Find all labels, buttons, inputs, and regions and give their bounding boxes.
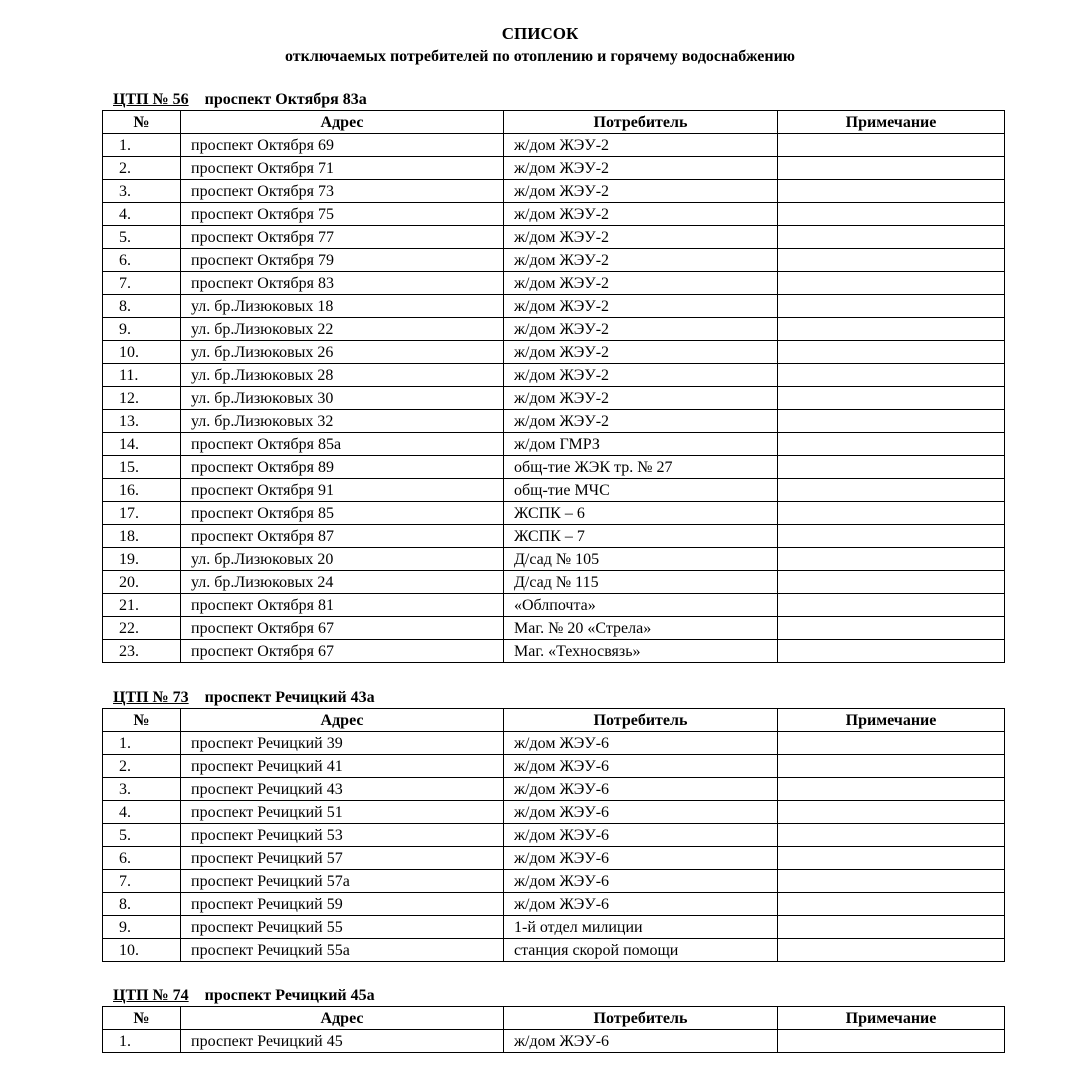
table-row bbox=[103, 893, 1005, 916]
cell-num: 7. bbox=[103, 870, 181, 893]
cell-address: проспект Октября 69 bbox=[181, 134, 504, 157]
cell-consumer: общ-тие МЧС bbox=[504, 479, 778, 502]
cell-num: 8. bbox=[103, 295, 181, 318]
cell-num: 1. bbox=[103, 1030, 181, 1053]
cell-note bbox=[778, 548, 1005, 571]
cell-consumer: ж/дом ЖЭУ-2 bbox=[504, 318, 778, 341]
cell-num: 3. bbox=[103, 778, 181, 801]
header-consumer: Потребитель bbox=[504, 1007, 778, 1030]
cell-num: 17. bbox=[103, 502, 181, 525]
table-row bbox=[103, 548, 1005, 571]
header-address: Адрес bbox=[181, 1007, 504, 1030]
cell-consumer: ж/дом ЖЭУ-6 bbox=[504, 893, 778, 916]
cell-address: проспект Октября 85а bbox=[181, 433, 504, 456]
cell-address: ул. бр.Лизюковых 30 bbox=[181, 387, 504, 410]
cell-address: ул. бр.Лизюковых 20 bbox=[181, 548, 504, 571]
cell-consumer: ЖСПК – 7 bbox=[504, 525, 778, 548]
cell-consumer: «Облпочта» bbox=[504, 594, 778, 617]
cell-note bbox=[778, 640, 1005, 663]
table-row bbox=[103, 640, 1005, 663]
cell-note bbox=[778, 387, 1005, 410]
cell-note bbox=[778, 479, 1005, 502]
header-num: № bbox=[103, 111, 181, 134]
cell-address: проспект Октября 73 bbox=[181, 180, 504, 203]
cell-address: ул. бр.Лизюковых 22 bbox=[181, 318, 504, 341]
cell-address: проспект Речицкий 45 bbox=[181, 1030, 504, 1053]
cell-num: 23. bbox=[103, 640, 181, 663]
cell-note bbox=[778, 525, 1005, 548]
cell-address: проспект Октября 83 bbox=[181, 272, 504, 295]
cell-consumer: ж/дом ЖЭУ-6 bbox=[504, 778, 778, 801]
cell-note bbox=[778, 617, 1005, 640]
consumers-table-ctp-56 bbox=[102, 110, 1005, 663]
cell-num: 22. bbox=[103, 617, 181, 640]
table-header-row bbox=[103, 111, 1005, 134]
cell-consumer: ж/дом ЖЭУ-6 bbox=[504, 732, 778, 755]
cell-note bbox=[778, 249, 1005, 272]
cell-address: проспект Речицкий 53 bbox=[181, 824, 504, 847]
cell-note bbox=[778, 272, 1005, 295]
cell-consumer: ж/дом ЖЭУ-2 bbox=[504, 387, 778, 410]
cell-address: проспект Октября 85 bbox=[181, 502, 504, 525]
cell-address: ул. бр.Лизюковых 28 bbox=[181, 364, 504, 387]
header-note: Примечание bbox=[778, 709, 1005, 732]
cell-num: 5. bbox=[103, 226, 181, 249]
cell-note bbox=[778, 134, 1005, 157]
section-header-ctp-73 bbox=[113, 689, 375, 707]
consumers-table-ctp-74 bbox=[102, 1006, 1005, 1053]
header-address: Адрес bbox=[181, 709, 504, 732]
cell-address: проспект Октября 71 bbox=[181, 157, 504, 180]
table-row bbox=[103, 433, 1005, 456]
document-subtitle: отключаемых потребителей по отоплению и горячему водоснабжению bbox=[284, 48, 796, 65]
ctp-location: проспект Речицкий 43а bbox=[204, 689, 375, 706]
cell-note bbox=[778, 341, 1005, 364]
table-row bbox=[103, 755, 1005, 778]
table-row bbox=[103, 364, 1005, 387]
cell-consumer: ж/дом ЖЭУ-6 bbox=[504, 1030, 778, 1053]
cell-consumer: Д/сад № 115 bbox=[504, 571, 778, 594]
cell-num: 15. bbox=[103, 456, 181, 479]
cell-address: проспект Речицкий 55а bbox=[181, 939, 504, 962]
cell-address: проспект Октября 77 bbox=[181, 226, 504, 249]
table-row bbox=[103, 318, 1005, 341]
cell-consumer: ж/дом ЖЭУ-2 bbox=[504, 180, 778, 203]
cell-address: проспект Октября 87 bbox=[181, 525, 504, 548]
cell-note bbox=[778, 778, 1005, 801]
cell-consumer: ж/дом ЖЭУ-2 bbox=[504, 134, 778, 157]
cell-num: 10. bbox=[103, 939, 181, 962]
cell-note bbox=[778, 364, 1005, 387]
cell-address: проспект Речицкий 59 bbox=[181, 893, 504, 916]
ctp-number: ЦТП № 73 bbox=[113, 689, 189, 706]
cell-note bbox=[778, 732, 1005, 755]
section-header-ctp-56 bbox=[113, 91, 367, 109]
cell-num: 20. bbox=[103, 571, 181, 594]
cell-note bbox=[778, 295, 1005, 318]
cell-note bbox=[778, 226, 1005, 249]
cell-consumer: ж/дом ЖЭУ-2 bbox=[504, 341, 778, 364]
cell-note bbox=[778, 939, 1005, 962]
consumers-table-ctp-73 bbox=[102, 708, 1005, 962]
cell-note bbox=[778, 870, 1005, 893]
cell-note bbox=[778, 847, 1005, 870]
cell-address: ул. бр.Лизюковых 26 bbox=[181, 341, 504, 364]
cell-num: 6. bbox=[103, 847, 181, 870]
cell-num: 9. bbox=[103, 318, 181, 341]
table-row bbox=[103, 341, 1005, 364]
cell-num: 3. bbox=[103, 180, 181, 203]
header-num: № bbox=[103, 1007, 181, 1030]
cell-num: 4. bbox=[103, 203, 181, 226]
table-row bbox=[103, 847, 1005, 870]
cell-note bbox=[778, 594, 1005, 617]
table-row bbox=[103, 226, 1005, 249]
cell-num: 8. bbox=[103, 893, 181, 916]
cell-consumer: ж/дом ЖЭУ-2 bbox=[504, 157, 778, 180]
cell-consumer: общ-тие ЖЭК тр. № 27 bbox=[504, 456, 778, 479]
cell-num: 12. bbox=[103, 387, 181, 410]
cell-address: проспект Речицкий 39 bbox=[181, 732, 504, 755]
cell-address: проспект Речицкий 51 bbox=[181, 801, 504, 824]
cell-note bbox=[778, 755, 1005, 778]
table-row bbox=[103, 295, 1005, 318]
cell-num: 19. bbox=[103, 548, 181, 571]
ctp-number: ЦТП № 56 bbox=[113, 91, 189, 108]
cell-note bbox=[778, 824, 1005, 847]
cell-address: проспект Октября 79 bbox=[181, 249, 504, 272]
cell-consumer: ж/дом ЖЭУ-2 bbox=[504, 226, 778, 249]
cell-num: 21. bbox=[103, 594, 181, 617]
cell-address: проспект Октября 89 bbox=[181, 456, 504, 479]
cell-address: проспект Октября 67 bbox=[181, 640, 504, 663]
cell-consumer: ж/дом ЖЭУ-2 bbox=[504, 272, 778, 295]
cell-note bbox=[778, 433, 1005, 456]
cell-num: 18. bbox=[103, 525, 181, 548]
table-header-row bbox=[103, 1007, 1005, 1030]
cell-consumer: станция скорой помощи bbox=[504, 939, 778, 962]
cell-note bbox=[778, 571, 1005, 594]
cell-address: ул. бр.Лизюковых 32 bbox=[181, 410, 504, 433]
table-row bbox=[103, 525, 1005, 548]
cell-address: проспект Октября 81 bbox=[181, 594, 504, 617]
table-row bbox=[103, 870, 1005, 893]
table-row bbox=[103, 939, 1005, 962]
cell-num: 1. bbox=[103, 134, 181, 157]
cell-consumer: Маг. «Техносвязь» bbox=[504, 640, 778, 663]
table-row bbox=[103, 272, 1005, 295]
table-row bbox=[103, 180, 1005, 203]
cell-consumer: ж/дом ЖЭУ-2 bbox=[504, 364, 778, 387]
cell-consumer: ж/дом ГМРЗ bbox=[504, 433, 778, 456]
cell-address: проспект Речицкий 41 bbox=[181, 755, 504, 778]
table-row bbox=[103, 410, 1005, 433]
cell-consumer: ж/дом ЖЭУ-6 bbox=[504, 870, 778, 893]
table-row bbox=[103, 134, 1005, 157]
cell-note bbox=[778, 801, 1005, 824]
cell-num: 10. bbox=[103, 341, 181, 364]
cell-num: 7. bbox=[103, 272, 181, 295]
cell-num: 9. bbox=[103, 916, 181, 939]
table-row bbox=[103, 203, 1005, 226]
table-row bbox=[103, 249, 1005, 272]
document-title: СПИСОК bbox=[501, 24, 579, 43]
table-row bbox=[103, 571, 1005, 594]
cell-address: проспект Октября 91 bbox=[181, 479, 504, 502]
cell-consumer: ЖСПК – 6 bbox=[504, 502, 778, 525]
header-address: Адрес bbox=[181, 111, 504, 134]
cell-consumer: ж/дом ЖЭУ-6 bbox=[504, 824, 778, 847]
cell-address: проспект Речицкий 57 bbox=[181, 847, 504, 870]
cell-consumer: ж/дом ЖЭУ-6 bbox=[504, 847, 778, 870]
cell-note bbox=[778, 916, 1005, 939]
cell-consumer: 1-й отдел милиции bbox=[504, 916, 778, 939]
table-row bbox=[103, 456, 1005, 479]
cell-note bbox=[778, 318, 1005, 341]
table-row bbox=[103, 157, 1005, 180]
cell-address: проспект Речицкий 57а bbox=[181, 870, 504, 893]
cell-num: 2. bbox=[103, 157, 181, 180]
cell-address: проспект Речицкий 43 bbox=[181, 778, 504, 801]
header-note: Примечание bbox=[778, 111, 1005, 134]
cell-num: 5. bbox=[103, 824, 181, 847]
cell-note bbox=[778, 203, 1005, 226]
cell-note bbox=[778, 410, 1005, 433]
header-consumer: Потребитель bbox=[504, 111, 778, 134]
cell-consumer: ж/дом ЖЭУ-2 bbox=[504, 410, 778, 433]
ctp-location: проспект Октября 83а bbox=[204, 91, 367, 108]
cell-num: 14. bbox=[103, 433, 181, 456]
cell-num: 2. bbox=[103, 755, 181, 778]
table-row bbox=[103, 479, 1005, 502]
table-header-row bbox=[103, 709, 1005, 732]
ctp-number: ЦТП № 74 bbox=[113, 987, 189, 1004]
section-header-ctp-74 bbox=[113, 987, 375, 1005]
cell-consumer: ж/дом ЖЭУ-2 bbox=[504, 203, 778, 226]
header-note: Примечание bbox=[778, 1007, 1005, 1030]
table-row bbox=[103, 732, 1005, 755]
cell-num: 11. bbox=[103, 364, 181, 387]
cell-address: проспект Октября 75 bbox=[181, 203, 504, 226]
table-row bbox=[103, 502, 1005, 525]
cell-consumer: ж/дом ЖЭУ-6 bbox=[504, 755, 778, 778]
cell-num: 4. bbox=[103, 801, 181, 824]
cell-note bbox=[778, 893, 1005, 916]
cell-consumer: ж/дом ЖЭУ-2 bbox=[504, 295, 778, 318]
cell-note bbox=[778, 180, 1005, 203]
cell-note bbox=[778, 1030, 1005, 1053]
table-row bbox=[103, 1030, 1005, 1053]
cell-consumer: ж/дом ЖЭУ-6 bbox=[504, 801, 778, 824]
cell-note bbox=[778, 157, 1005, 180]
cell-num: 13. bbox=[103, 410, 181, 433]
cell-address: ул. бр.Лизюковых 24 bbox=[181, 571, 504, 594]
table-row bbox=[103, 387, 1005, 410]
table-row bbox=[103, 801, 1005, 824]
cell-consumer: Д/сад № 105 bbox=[504, 548, 778, 571]
table-row bbox=[103, 594, 1005, 617]
cell-consumer: Маг. № 20 «Стрела» bbox=[504, 617, 778, 640]
cell-num: 1. bbox=[103, 732, 181, 755]
cell-note bbox=[778, 456, 1005, 479]
cell-consumer: ж/дом ЖЭУ-2 bbox=[504, 249, 778, 272]
header-num: № bbox=[103, 709, 181, 732]
cell-note bbox=[778, 502, 1005, 525]
table-row bbox=[103, 617, 1005, 640]
cell-num: 16. bbox=[103, 479, 181, 502]
header-consumer: Потребитель bbox=[504, 709, 778, 732]
cell-num: 6. bbox=[103, 249, 181, 272]
table-row bbox=[103, 916, 1005, 939]
cell-address: проспект Речицкий 55 bbox=[181, 916, 504, 939]
table-row bbox=[103, 824, 1005, 847]
cell-address: ул. бр.Лизюковых 18 bbox=[181, 295, 504, 318]
cell-address: проспект Октября 67 bbox=[181, 617, 504, 640]
ctp-location: проспект Речицкий 45а bbox=[204, 987, 375, 1004]
table-row bbox=[103, 778, 1005, 801]
